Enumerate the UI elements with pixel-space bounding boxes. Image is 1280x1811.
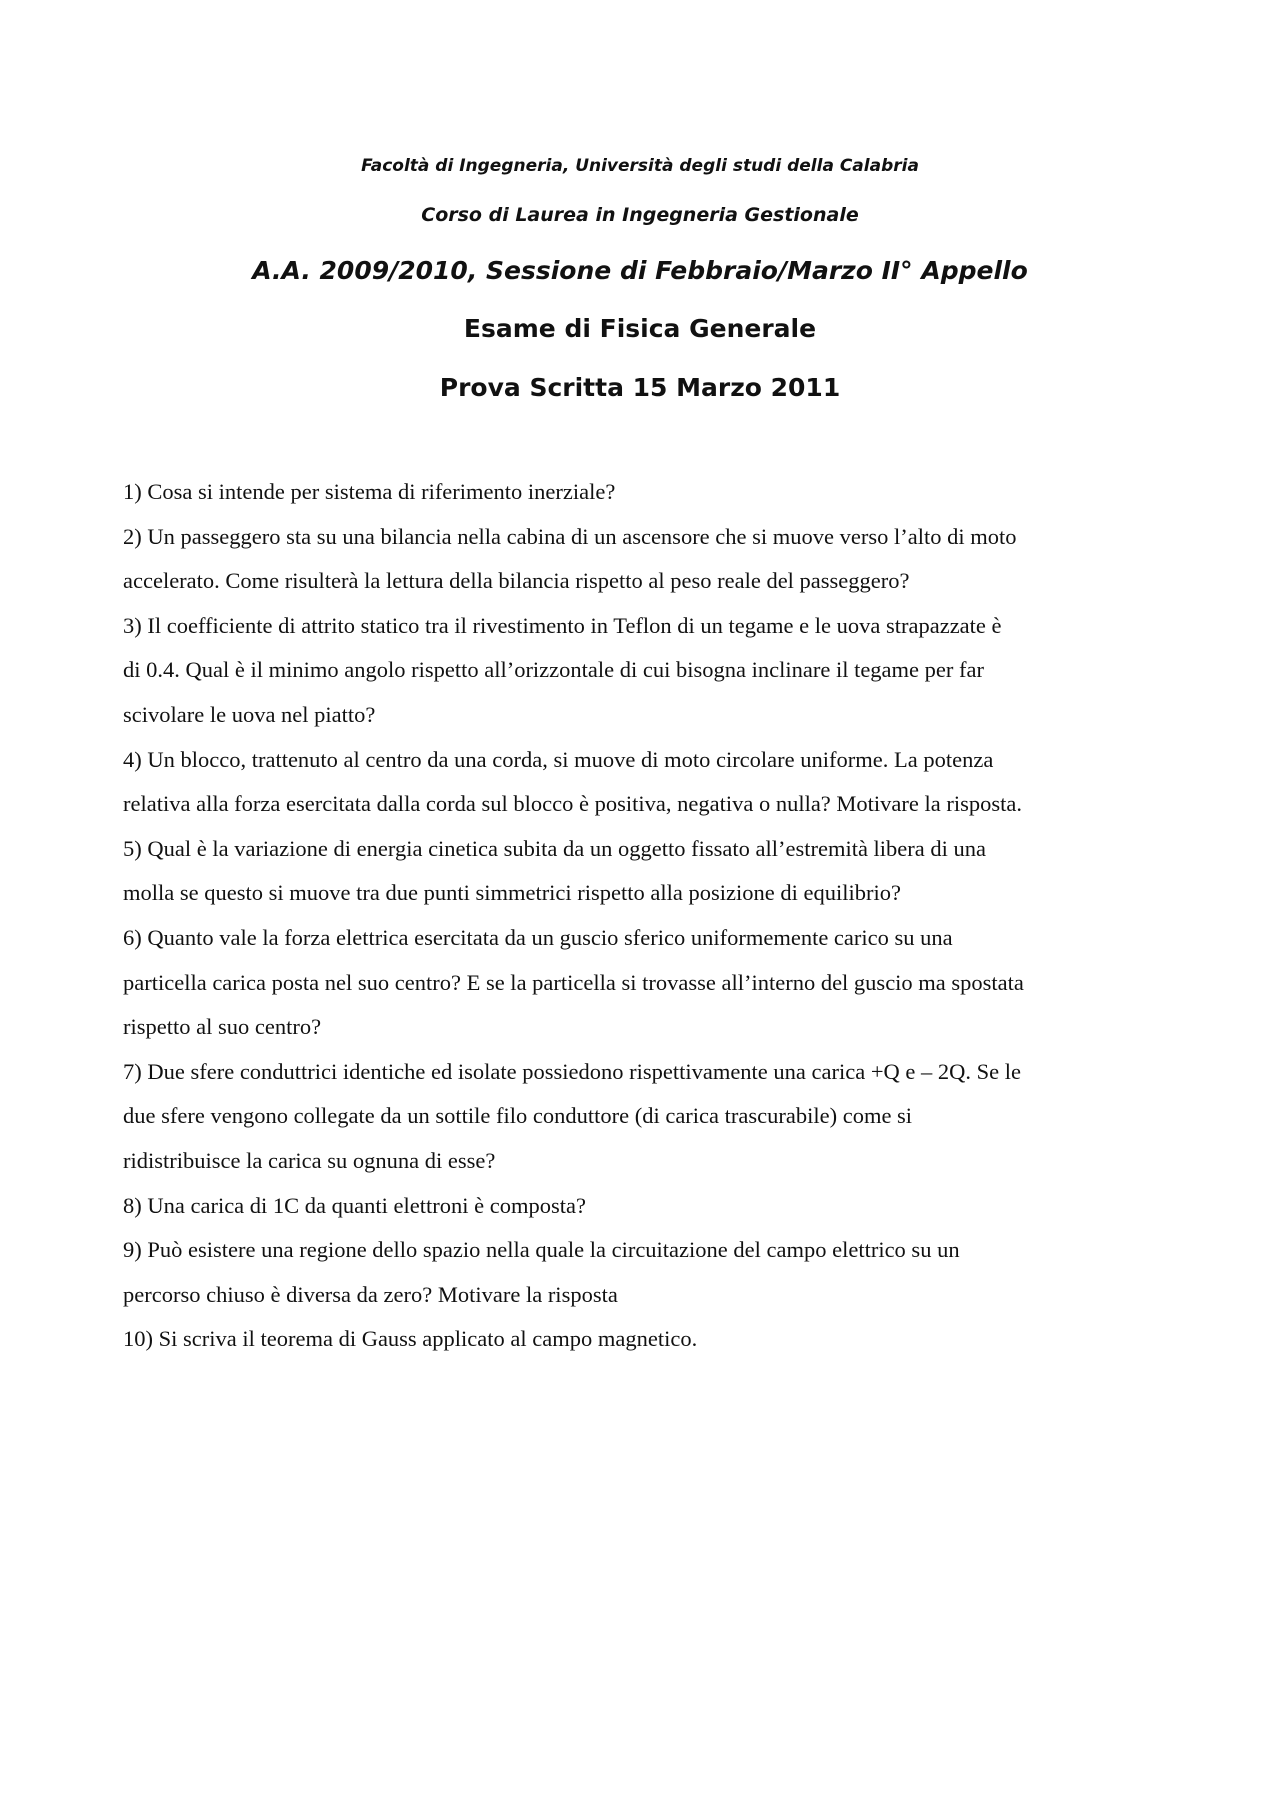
question-line: particella carica posta nel suo centro? E se la particella si trovasse all’interno del guscio ma spostata: [123, 969, 1024, 995]
question-2: [123, 515, 1183, 604]
question-line: rispetto al suo centro?: [123, 1014, 322, 1040]
question-line: 3) Il coefficiente di attrito statico tra il rivestimento in Teflon di un tegame e le uova strapazzate è: [123, 612, 1002, 638]
question-list: [123, 470, 1183, 1362]
question-line: 10) Si scriva il teorema di Gauss applicato al campo magnetico.: [123, 1326, 698, 1352]
session-heading: A.A. 2009/2010, Sessione di Febbraio/Marzo II° Appello: [252, 256, 1028, 285]
question-9: [123, 1228, 1183, 1317]
question-line: 7) Due sfere conduttrici identiche ed isolate possiedono rispettivamente una carica +Q e – 2Q. Se le: [123, 1058, 1022, 1084]
question-line: scivolare le uova nel piatto?: [123, 701, 376, 727]
question-line: 6) Quanto vale la forza elettrica esercitata da un guscio sferico uniformemente carico su una: [123, 924, 953, 950]
question-line: accelerato. Come risulterà la lettura della bilancia rispetto al peso reale del passeggero?: [123, 568, 910, 594]
question-5: [123, 827, 1183, 916]
question-line: 8) Una carica di 1C da quanti elettroni è composta?: [123, 1192, 586, 1218]
question-line: 9) Può esistere una regione dello spazio nella quale la circuitazione del campo elettrico su un: [123, 1237, 960, 1263]
question-8: [123, 1184, 1183, 1229]
question-3: [123, 604, 1183, 738]
question-1: [123, 470, 1183, 515]
question-4: [123, 738, 1183, 827]
question-7: [123, 1050, 1183, 1184]
question-line: 5) Qual è la variazione di energia cinetica subita da un oggetto fissato all’estremità libera di una: [123, 835, 987, 861]
question-line: 2) Un passeggero sta su una bilancia nella cabina di un ascensore che si muove verso l’alto di moto: [123, 523, 1017, 549]
course-heading: Corso di Laurea in Ingegneria Gestionale: [421, 204, 859, 226]
faculty-heading: Facoltà di Ingegneria, Università degli studi della Calabria: [361, 156, 919, 176]
question-line: due sfere vengono collegate da un sottile filo conduttore (di carica trascurabile) come si: [123, 1103, 913, 1129]
question-6: [123, 916, 1183, 1050]
test-date-title: Prova Scritta 15 Marzo 2011: [439, 373, 841, 402]
question-line: percorso chiuso è diversa da zero? Motivare la risposta: [123, 1281, 618, 1307]
question-line: ridistribuisce la carica su ognuna di esse?: [123, 1147, 496, 1173]
question-line: di 0.4. Qual è il minimo angolo rispetto all’orizzontale di cui bisogna inclinare il tegame per far: [123, 657, 984, 683]
question-line: molla se questo si muove tra due punti simmetrici rispetto alla posizione di equilibrio?: [123, 880, 901, 906]
question-line: 1) Cosa si intende per sistema di riferimento inerziale?: [123, 479, 616, 504]
exam-title: Esame di Fisica Generale: [463, 314, 817, 343]
question-line: 4) Un blocco, trattenuto al centro da una corda, si muove di moto circolare uniforme. La potenza: [123, 746, 994, 772]
question-10: [123, 1317, 1183, 1362]
question-line: relativa alla forza esercitata dalla corda sul blocco è positiva, negativa o nulla? Motivare la risposta.: [123, 791, 1023, 817]
